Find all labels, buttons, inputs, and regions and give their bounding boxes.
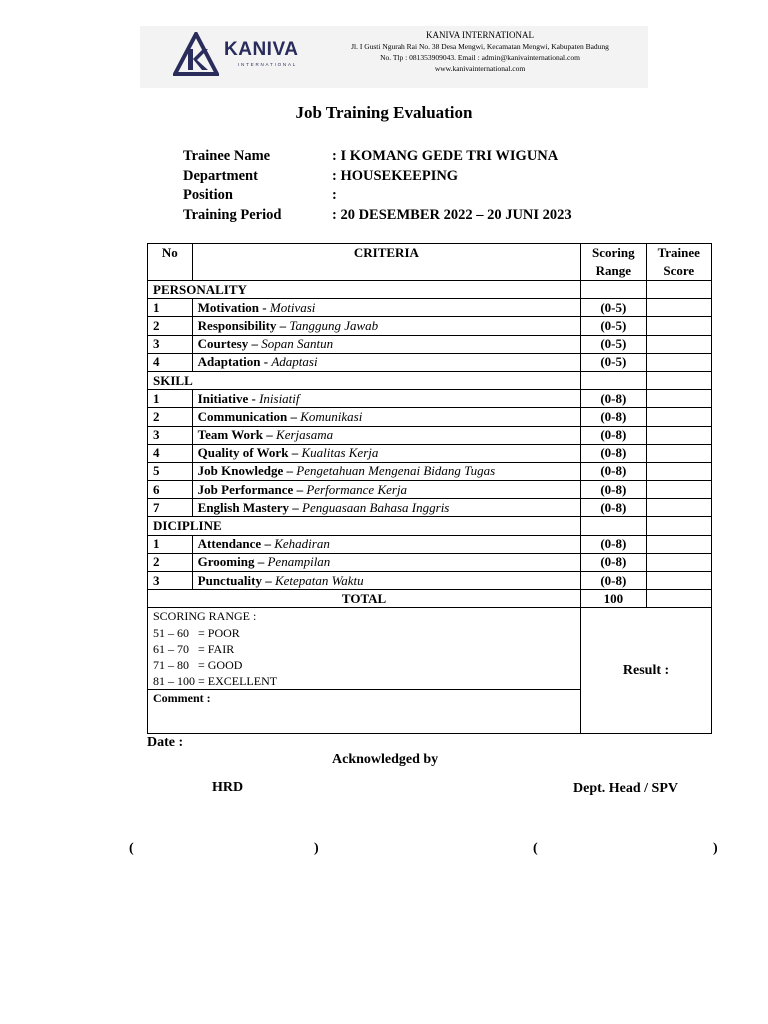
criteria-number: 4	[148, 353, 193, 371]
criteria-number: 3	[148, 426, 193, 444]
table-row	[148, 335, 712, 353]
table-row	[148, 426, 712, 444]
info-label: Department	[183, 167, 258, 184]
company-address: Jl. I Gusti Ngurah Rai No. 38 Desa Mengwi, Kecamatan Mengwi, Kabupaten Badung	[351, 42, 609, 51]
table-row	[148, 535, 712, 553]
info-value: : HOUSEKEEPING	[332, 167, 459, 184]
criteria-cell	[192, 572, 580, 590]
scoring-range-cell: (0-8)	[581, 535, 646, 553]
letterhead	[140, 26, 648, 88]
section-range-cell	[581, 517, 646, 535]
trainee-score-cell[interactable]	[646, 335, 711, 353]
criteria-cell	[192, 317, 580, 335]
result-label: Result :	[622, 662, 670, 678]
criteria-cell	[192, 299, 580, 317]
scoring-range-row	[148, 608, 712, 690]
criteria-separator: -	[260, 354, 272, 370]
table-row	[148, 299, 712, 317]
criteria-number: 2	[148, 553, 193, 571]
criteria-separator: –	[288, 445, 302, 461]
criteria-english: Motivation	[197, 299, 260, 315]
criteria-separator: –	[261, 536, 275, 552]
criteria-number: 1	[148, 299, 193, 317]
table-row	[148, 462, 712, 480]
brand-name: KANIVA	[224, 39, 299, 60]
date-label: Date :	[147, 735, 184, 750]
criteria-cell	[192, 335, 580, 353]
company-website: www.kanivainternational.com	[434, 64, 526, 73]
criteria-english: English Mastery	[197, 499, 290, 515]
criteria-english: Responsibility	[197, 317, 277, 333]
criteria-separator: –	[293, 481, 307, 497]
scoring-range-item: 71 – 80 = GOOD	[153, 657, 243, 672]
table-row	[148, 444, 712, 462]
scoring-range-cell: (0-5)	[581, 353, 646, 371]
trainee-score-cell[interactable]	[646, 535, 711, 553]
section-row	[148, 281, 712, 299]
info-value: :	[332, 187, 337, 204]
criteria-english: Job Performance	[197, 481, 294, 497]
info-value: : 20 DESEMBER 2022 – 20 JUNI 2023	[332, 207, 572, 224]
criteria-separator: –	[254, 554, 268, 570]
scoring-range-cell: (0-8)	[581, 553, 646, 571]
dept-head-signature-close: )	[713, 841, 718, 856]
header-no: No	[148, 244, 193, 281]
criteria-number: 6	[148, 481, 193, 499]
table-row	[148, 353, 712, 371]
scoring-range-item: 81 – 100 = EXCELLENT	[153, 674, 278, 689]
scoring-range-cell: (0-8)	[581, 499, 646, 517]
info-label: Position	[183, 187, 233, 204]
criteria-indonesian: Motivasi	[269, 299, 316, 315]
scoring-range-cell: (0-5)	[581, 299, 646, 317]
criteria-indonesian: Penampilan	[267, 554, 331, 570]
scoring-range-cell: (0-8)	[581, 462, 646, 480]
table-row	[148, 553, 712, 571]
scoring-range-cell: (0-8)	[581, 408, 646, 426]
trainee-info	[183, 148, 572, 227]
result-cell	[581, 608, 712, 734]
header-scoring-range: Scoring Range	[581, 244, 646, 281]
criteria-separator: –	[276, 317, 290, 333]
criteria-indonesian: Tanggung Jawab	[289, 317, 379, 333]
criteria-indonesian: Kerjasama	[276, 427, 334, 443]
criteria-separator: -	[248, 390, 260, 406]
table-row	[148, 408, 712, 426]
criteria-number: 3	[148, 335, 193, 353]
scoring-range-legend	[148, 608, 581, 690]
hrd-signature-open: (	[129, 841, 134, 856]
criteria-indonesian: Kualitas Kerja	[301, 445, 379, 461]
criteria-cell	[192, 499, 580, 517]
criteria-indonesian: Ketepatan Waktu	[274, 572, 364, 588]
company-name: KANIVA INTERNATIONAL	[425, 30, 535, 40]
criteria-separator: –	[263, 427, 277, 443]
trainee-score-cell[interactable]	[646, 444, 711, 462]
criteria-english: Communication	[197, 408, 288, 424]
table-row	[148, 499, 712, 517]
kaniva-logo-icon	[173, 32, 219, 76]
criteria-number: 2	[148, 317, 193, 335]
section-range-cell	[581, 281, 646, 299]
section-range-cell	[581, 371, 646, 389]
trainee-score-cell[interactable]	[646, 353, 711, 371]
trainee-score-cell[interactable]	[646, 299, 711, 317]
total-row	[148, 590, 712, 608]
trainee-score-cell[interactable]	[646, 408, 711, 426]
criteria-separator: –	[287, 408, 301, 424]
criteria-separator: -	[259, 299, 270, 315]
info-row	[183, 168, 572, 188]
criteria-separator: –	[261, 572, 275, 588]
info-label: Training Period	[183, 207, 282, 224]
info-row	[183, 207, 572, 227]
criteria-number: 4	[148, 444, 193, 462]
criteria-english: Attendance	[197, 536, 262, 552]
criteria-english: Punctuality	[197, 572, 262, 588]
criteria-number: 7	[148, 499, 193, 517]
criteria-english: Initiative	[197, 390, 249, 406]
page-title: Job Training Evaluation	[295, 103, 473, 122]
trainee-score-cell[interactable]	[646, 426, 711, 444]
criteria-english: Adaptation	[197, 354, 261, 370]
criteria-number: 3	[148, 572, 193, 590]
criteria-cell	[192, 426, 580, 444]
info-label: Trainee Name	[183, 148, 271, 164]
scoring-range-cell: (0-8)	[581, 481, 646, 499]
criteria-indonesian: Penguasaan Bahasa Inggris	[302, 499, 450, 515]
criteria-english: Job Knowledge	[197, 463, 284, 479]
company-contact: No. Tlp : 081353909043. Email : admin@kanivainternational.com	[380, 53, 580, 62]
criteria-english: Courtesy	[197, 336, 249, 352]
scoring-range-title: SCORING RANGE :	[153, 609, 257, 624]
criteria-cell	[192, 408, 580, 426]
info-row	[183, 148, 572, 168]
criteria-cell	[192, 553, 580, 571]
total-value: 100	[581, 590, 646, 608]
criteria-separator: –	[289, 499, 303, 515]
criteria-english: Quality of Work	[197, 445, 289, 461]
hrd-label: HRD	[212, 780, 244, 795]
criteria-indonesian: Pengetahuan Mengenai Bidang Tugas	[296, 463, 496, 479]
criteria-indonesian: Inisiatif	[259, 390, 300, 406]
scoring-range-item: 61 – 70 = FAIR	[153, 641, 235, 656]
company-info	[315, 30, 645, 74]
table-row	[148, 317, 712, 335]
criteria-cell	[192, 444, 580, 462]
total-label: TOTAL	[148, 590, 581, 608]
criteria-indonesian: Kehadiran	[274, 536, 330, 552]
header-trainee-score: Trainee Score	[646, 244, 711, 281]
table-header-row	[148, 244, 712, 281]
scoring-range-cell: (0-5)	[581, 335, 646, 353]
section-title: PERSONALITY	[148, 281, 581, 299]
section-row	[148, 371, 712, 389]
scoring-range-cell: (0-8)	[581, 444, 646, 462]
scoring-range-cell: (0-5)	[581, 317, 646, 335]
criteria-number: 1	[148, 535, 193, 553]
criteria-separator: –	[248, 336, 262, 352]
table-row	[148, 481, 712, 499]
criteria-number: 1	[148, 390, 193, 408]
brand-subtitle: INTERNATIONAL	[238, 62, 298, 67]
trainee-score-cell[interactable]	[646, 572, 711, 590]
comment-field[interactable]: Comment :	[148, 690, 581, 734]
criteria-cell	[192, 535, 580, 553]
section-score-cell	[646, 517, 711, 535]
criteria-number: 5	[148, 462, 193, 480]
criteria-indonesian: Adaptasi	[271, 354, 318, 370]
trainee-score-cell[interactable]	[646, 499, 711, 517]
total-score-cell[interactable]	[646, 590, 711, 608]
criteria-cell	[192, 390, 580, 408]
evaluation-table	[147, 243, 712, 734]
hrd-signature-close: )	[314, 841, 319, 856]
criteria-cell	[192, 353, 580, 371]
acknowledged-by: Acknowledged by	[332, 752, 439, 767]
dept-head-signature-open: (	[533, 841, 538, 856]
header-criteria: CRITERIA	[192, 244, 580, 281]
criteria-indonesian: Sopan Santun	[261, 336, 334, 352]
info-value: : I KOMANG GEDE TRI WIGUNA	[332, 148, 559, 164]
criteria-separator: –	[283, 463, 297, 479]
table-row	[148, 572, 712, 590]
section-row	[148, 517, 712, 535]
criteria-indonesian: Performance Kerja	[306, 481, 408, 497]
scoring-range-cell: (0-8)	[581, 390, 646, 408]
dept-head-label: Dept. Head / SPV	[573, 781, 678, 796]
table-row	[148, 390, 712, 408]
criteria-number: 2	[148, 408, 193, 426]
trainee-score-cell[interactable]	[646, 317, 711, 335]
criteria-cell	[192, 481, 580, 499]
trainee-score-cell[interactable]	[646, 481, 711, 499]
criteria-cell	[192, 462, 580, 480]
trainee-score-cell[interactable]	[646, 462, 711, 480]
criteria-english: Team Work	[197, 427, 264, 443]
trainee-score-cell[interactable]	[646, 390, 711, 408]
info-row	[183, 187, 572, 207]
section-score-cell	[646, 371, 711, 389]
section-title: DICIPLINE	[148, 517, 581, 535]
section-score-cell	[646, 281, 711, 299]
criteria-indonesian: Komunikasi	[300, 408, 363, 424]
scoring-range-item: 51 – 60 = POOR	[153, 625, 240, 640]
trainee-score-cell[interactable]	[646, 553, 711, 571]
scoring-range-cell: (0-8)	[581, 426, 646, 444]
section-title: SKILL	[148, 371, 581, 389]
criteria-english: Grooming	[197, 554, 255, 570]
scoring-range-cell: (0-8)	[581, 572, 646, 590]
